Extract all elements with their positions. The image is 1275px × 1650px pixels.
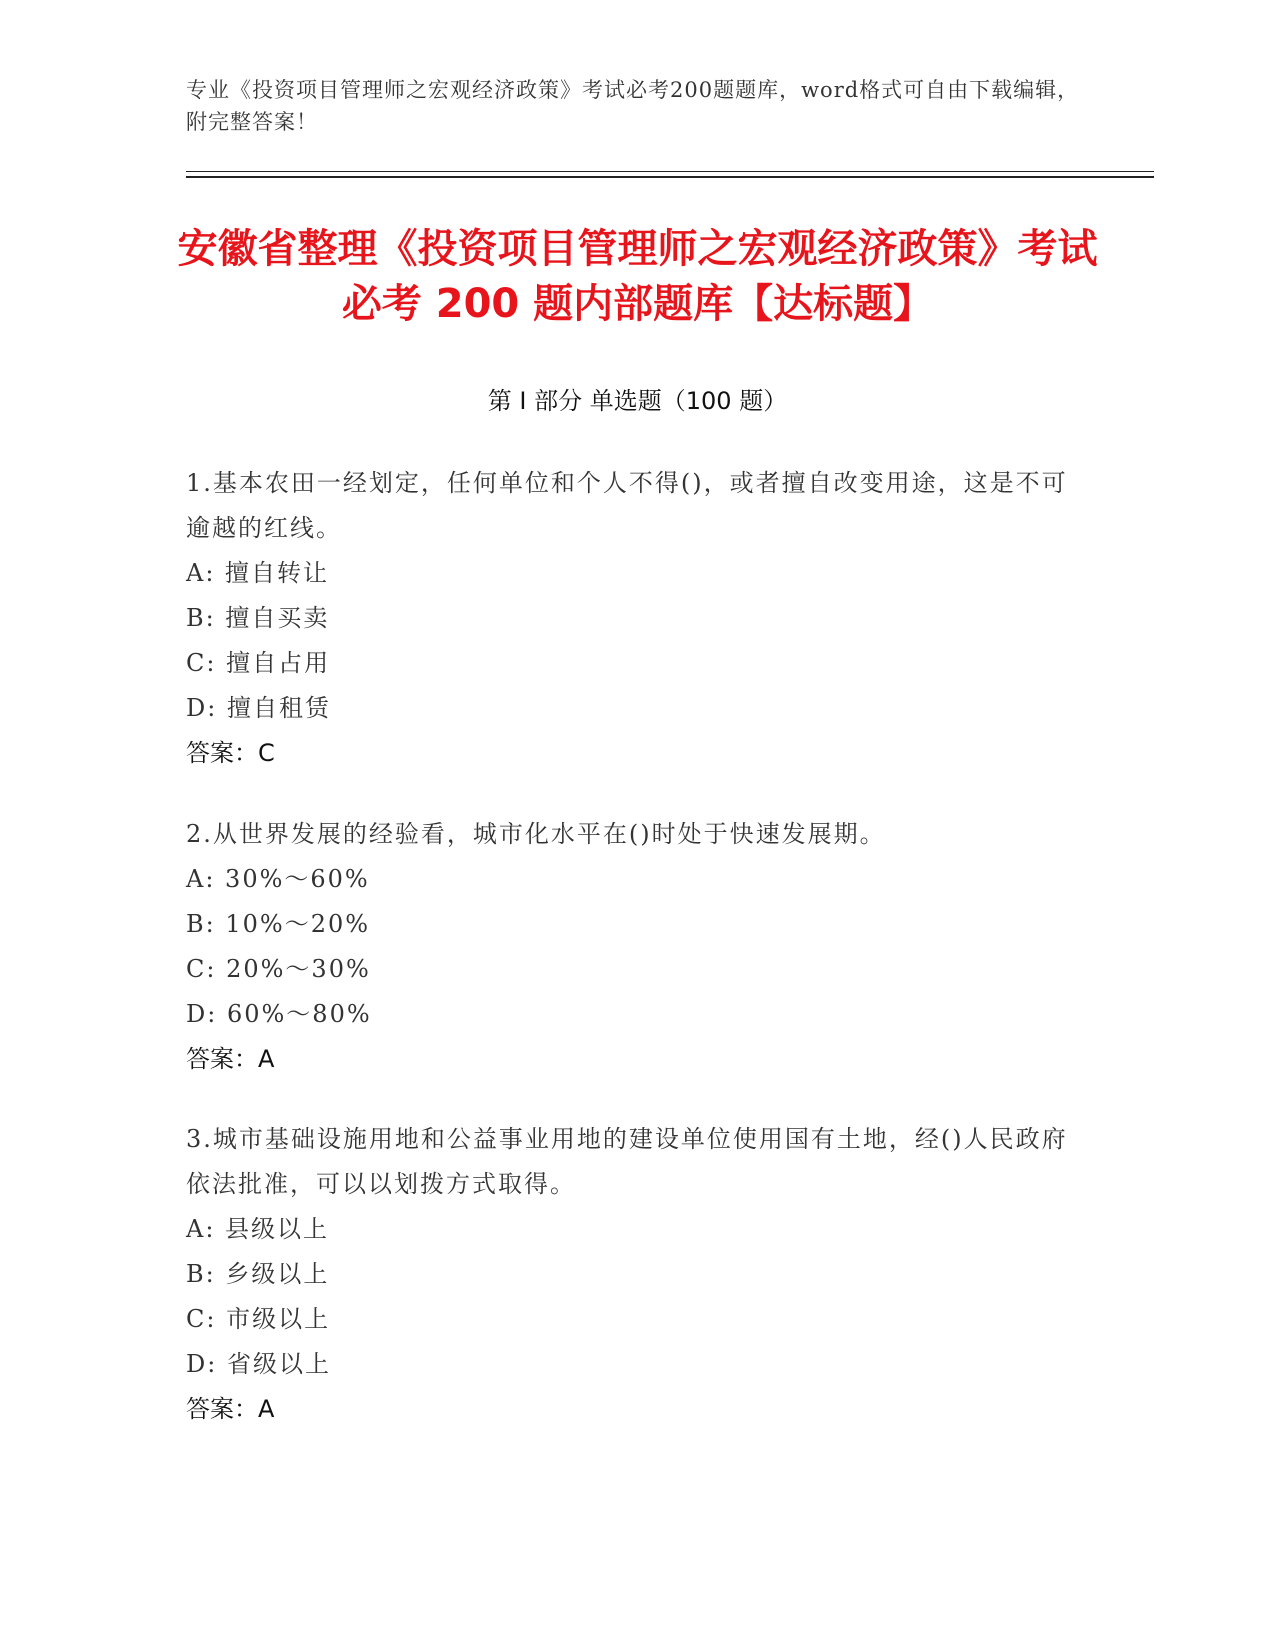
question-1 <box>186 461 1086 776</box>
option-c: C: 擅自占用 <box>186 649 331 677</box>
header-divider-thick <box>186 176 1154 178</box>
question-3 <box>186 1117 1086 1432</box>
question-stem: 1.基本农田一经划定，任何单位和个人不得()，或者擅自改变用途，这是不可逾越的红线。 <box>186 469 1068 542</box>
question-2 <box>186 812 1086 1082</box>
option-b: B: 10%～20% <box>186 910 371 938</box>
question-stem: 3.城市基础设施用地和公益事业用地的建设单位使用国有土地，经()人民政府依法批准，可以以划拨方式取得。 <box>186 1125 1068 1198</box>
option-c: C: 20%～30% <box>186 955 371 983</box>
answer-line: 答案：A <box>186 1045 275 1073</box>
option-a: A: 30%～60% <box>186 865 370 893</box>
answer-line: 答案：C <box>186 739 275 767</box>
option-c: C: 市级以上 <box>186 1305 331 1333</box>
option-a: A: 县级以上 <box>186 1215 330 1243</box>
answer-line: 答案：A <box>186 1395 275 1423</box>
document-title: 安徽省整理《投资项目管理师之宏观经济政策》考试必考 200 题内部题库【达标题】 <box>177 226 1098 327</box>
option-b: B: 乡级以上 <box>186 1260 330 1288</box>
question-stem: 2.从世界发展的经验看，城市化水平在()时处于快速发展期。 <box>186 820 886 848</box>
option-a: A: 擅自转让 <box>186 559 330 587</box>
option-b: B: 擅自买卖 <box>186 604 330 632</box>
header-divider-thin <box>186 171 1154 172</box>
header-note: 专业《投资项目管理师之宏观经济政策》考试必考200题题库，word格式可自由下载编辑，附完整答案！ <box>186 78 1080 134</box>
section-title: 第 I 部分 单选题（100 题） <box>487 387 788 415</box>
option-d: D: 省级以上 <box>186 1350 331 1378</box>
option-d: D: 60%～80% <box>186 1000 372 1028</box>
option-d: D: 擅自租赁 <box>186 694 331 722</box>
